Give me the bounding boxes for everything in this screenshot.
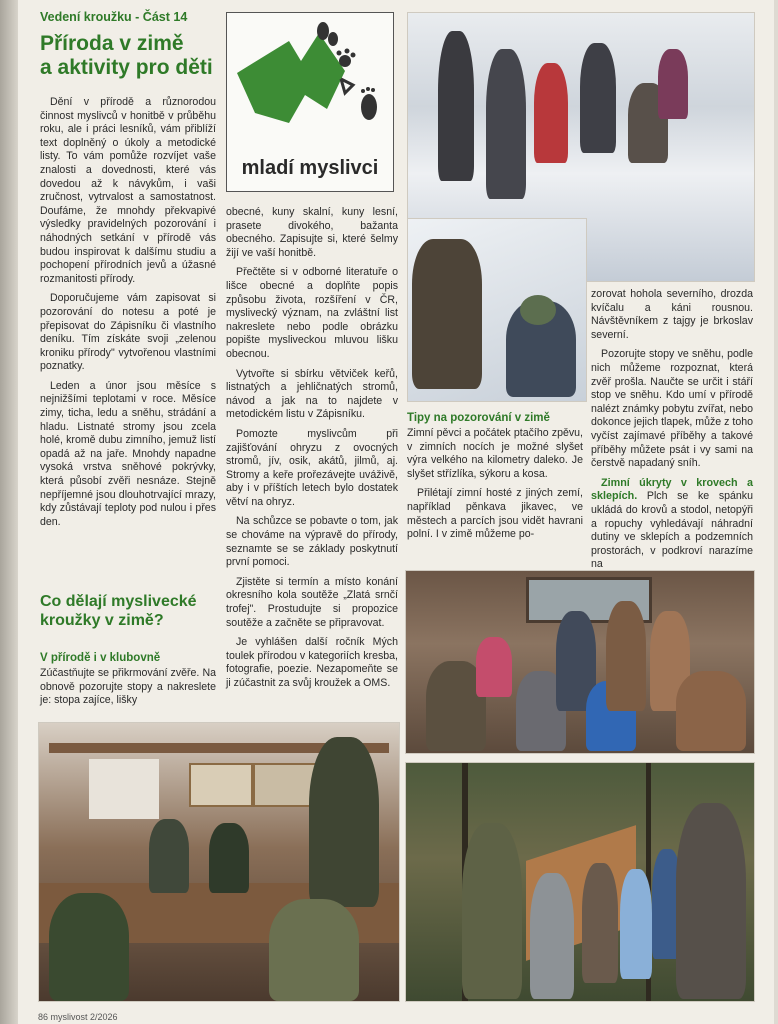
photo-figure xyxy=(209,823,249,893)
title-line-1: Příroda v zimě xyxy=(40,32,184,55)
right-paragraph: Pozorujte stopy ve sněhu, podle nich můžeme rozpoznat, která zvěř prošla. Naučte se určit i stáří stop ve sněhu. Kdo umí v přírodě nalézt známky pobytu zvířat, nebo dokonce jejich tlapek, může z toho vyčíst zajímavé příběhy a takové příběhy můžete psát i vy sami na čerstvě napadaný sníh. xyxy=(591,348,753,470)
shelters-text: Plch se ke spánku ukládá do krovů a stodol, netopýři a ropuchy vyhledávají náhradní dutiny ve sklepích a podzemních prostorách, v podkroví narazíme na xyxy=(591,490,753,571)
middle-paragraph: obecné, kuny skalní, kuny lesní, prasete divokého, bažanta obecného. Zapisujte si, které šelmy žijí ve vaší honitbě. xyxy=(226,206,398,259)
photo-clubroom xyxy=(38,722,400,1002)
intro-column xyxy=(40,96,216,535)
photo-figure xyxy=(486,49,526,199)
photo-figure xyxy=(49,893,129,1001)
magazine-page xyxy=(18,0,774,1024)
photo-curtain xyxy=(89,759,159,819)
photo-figure xyxy=(462,823,522,999)
tips-paragraph: Přilétají zimní hosté z jiných zemí, například pěnkava jikavec, ve městech a parcích jsou vidět havrani polní. I v zimě můžeme po- xyxy=(407,487,583,541)
section-heading-line-1: Co dělají myslivecké xyxy=(40,593,197,610)
mladi-myslivci-logo xyxy=(226,12,394,192)
middle-paragraph: Zjistěte si termín a místo konání okresního kola soutěže „Zlatá srnčí trofej". Prostudujte si propozice soutěže a začněte se připravovat. xyxy=(226,575,398,629)
middle-column xyxy=(226,206,398,697)
photo-figure xyxy=(676,671,746,751)
page-footer: 86 myslivost 2/2026 xyxy=(38,1012,118,1022)
photo-figure xyxy=(309,737,379,907)
photo-figure xyxy=(149,819,189,893)
photo-figure xyxy=(658,49,688,119)
right-column xyxy=(591,288,753,578)
intro-paragraph: Dění v přírodě a různorodou činnost myslivců v honitbě v průběhu roku, ale i práci lesníků, vám přiblíží text doplněný o úkoly a metodické listy. To vám pomůže rozvíjet vaše znalosti a dovednosti, které vás dovedou až k návykům, i vaši zručnost, vytrvalost a samostatnost. Doufáme, že mnohdy překvapivé výsledky pravidelných pozorování i náhodných setkání v přírodě vás budou inspirovat k dalšímu studiu a pochopení přírodních jevů a úžasné rozmanitosti přírody. xyxy=(40,96,216,285)
intro-paragraph: Doporučujeme vám zapisovat si pozorování do notesu a poté je přepisovat do Zápisníku či vlastního deníku. Tím získáte svoji „zelenou kroniku přírody" vytvořenou vlastními poznatky. xyxy=(40,292,216,373)
tips-column xyxy=(407,427,583,548)
photo-figure xyxy=(269,899,359,1001)
article-title xyxy=(40,32,213,80)
photo-figure xyxy=(530,873,574,999)
photo-figure xyxy=(606,601,646,711)
photo-figure-hat xyxy=(520,295,556,325)
middle-paragraph: Pomozte myslivcům při zajišťování ohryzu z ovocných stromů, jív, osik, akátů, jilmů, aj. Stromy a keře prořezávejte uváživě, aby i v příštích letech bylo dostatek větví na ohryz. xyxy=(226,427,398,508)
section-paragraph xyxy=(40,667,216,708)
tips-heading: Tipy na pozorování v zimě xyxy=(407,412,550,424)
photo-figure xyxy=(580,43,616,153)
intro-paragraph: Leden a únor jsou měsíce s nejnižšími teplotami v roce. Měsíce zimy, ticha, ledu a sněhu, strádání a hladu. Listnaté stromy jsou zcela holé, kromě dubu zimního, jemuž listí opadá až na jaře. Mnohdy napadne vysoká vrstva sněhové pokrývky, která působí zvěři nesnáze. Stejně nepříjemné jsou dlouhotrvající mrazy, kdy zůstávají teploty pod nulou i přes den. xyxy=(40,379,216,528)
section-heading xyxy=(40,592,220,630)
photo-figure xyxy=(438,31,474,181)
shelters-subheading: Zimní úkryty v krovech a sklepích. xyxy=(591,476,753,503)
photo-snow-tracks xyxy=(407,218,587,402)
middle-paragraph: Přečtěte si v odborné literatuře o lišce obecné a doplňte popis způsobu života, rozšíření v ČR, myslivecký význam, na zvláštní list nakreslete nebo podle obrázku popište mysliveckou mluvou lišku obecnou. xyxy=(226,266,398,360)
tips-paragraph: Zimní pěvci a počátek ptačího zpěvu, v zimních nocích je možné slyšet výra velkého na kilometry daleko. Je slyšet střízlíka, sýkoru a kosa. xyxy=(407,427,583,480)
photo-figure xyxy=(676,803,746,999)
subheading-nature: V přírodě i v klubovně xyxy=(40,652,161,664)
photo-figure xyxy=(412,239,482,389)
series-kicker: Vedení kroužku - Část 14 xyxy=(40,10,188,24)
middle-paragraph: Na schůzce se pobavte o tom, jak se chováme na výpravě do přírody, seznamte se se základy poskytnutí první pomoci. xyxy=(226,515,398,569)
section-paragraph-text: Zúčastňujte se přikrmování zvěře. Na obnově pozorujte stopy a nakreslete je: stopa zajíce, lišky xyxy=(40,667,216,707)
photo-figure xyxy=(534,63,568,163)
page-gutter-shadow xyxy=(0,0,18,1024)
photo-figure xyxy=(620,869,652,979)
right-paragraph: zorovat hohola severního, drozda kvíčalu a káni rousnou. Návštěvníkem z tajgy je brkoslav severní. xyxy=(591,288,753,341)
logo-wordmark: mladí myslivci xyxy=(241,157,379,179)
photo-framed-picture xyxy=(253,763,317,807)
photo-group-forest xyxy=(405,762,755,1002)
middle-paragraph: Vytvořte si sbírku větviček keřů, listnatých a jehličnatých stromů, návod a jak na to najdete v metodickém listu v Zápisníku. xyxy=(226,367,398,421)
middle-paragraph: Je vyhlášen další ročník Mých toulek přírodou v kategoriích kresba, fotografie, poezie. Nezapomeňte se ji zúčastnit za svůj kroužek a OMS. xyxy=(226,636,398,689)
section-heading-line-2: kroužky v zimě? xyxy=(40,612,164,629)
photo-framed-picture xyxy=(189,763,253,807)
photo-group-cabin xyxy=(405,570,755,754)
photo-figure xyxy=(582,863,618,983)
title-line-2: a aktivity pro děti xyxy=(40,56,213,79)
photo-figure xyxy=(476,637,512,697)
logo-graphic xyxy=(227,13,393,153)
